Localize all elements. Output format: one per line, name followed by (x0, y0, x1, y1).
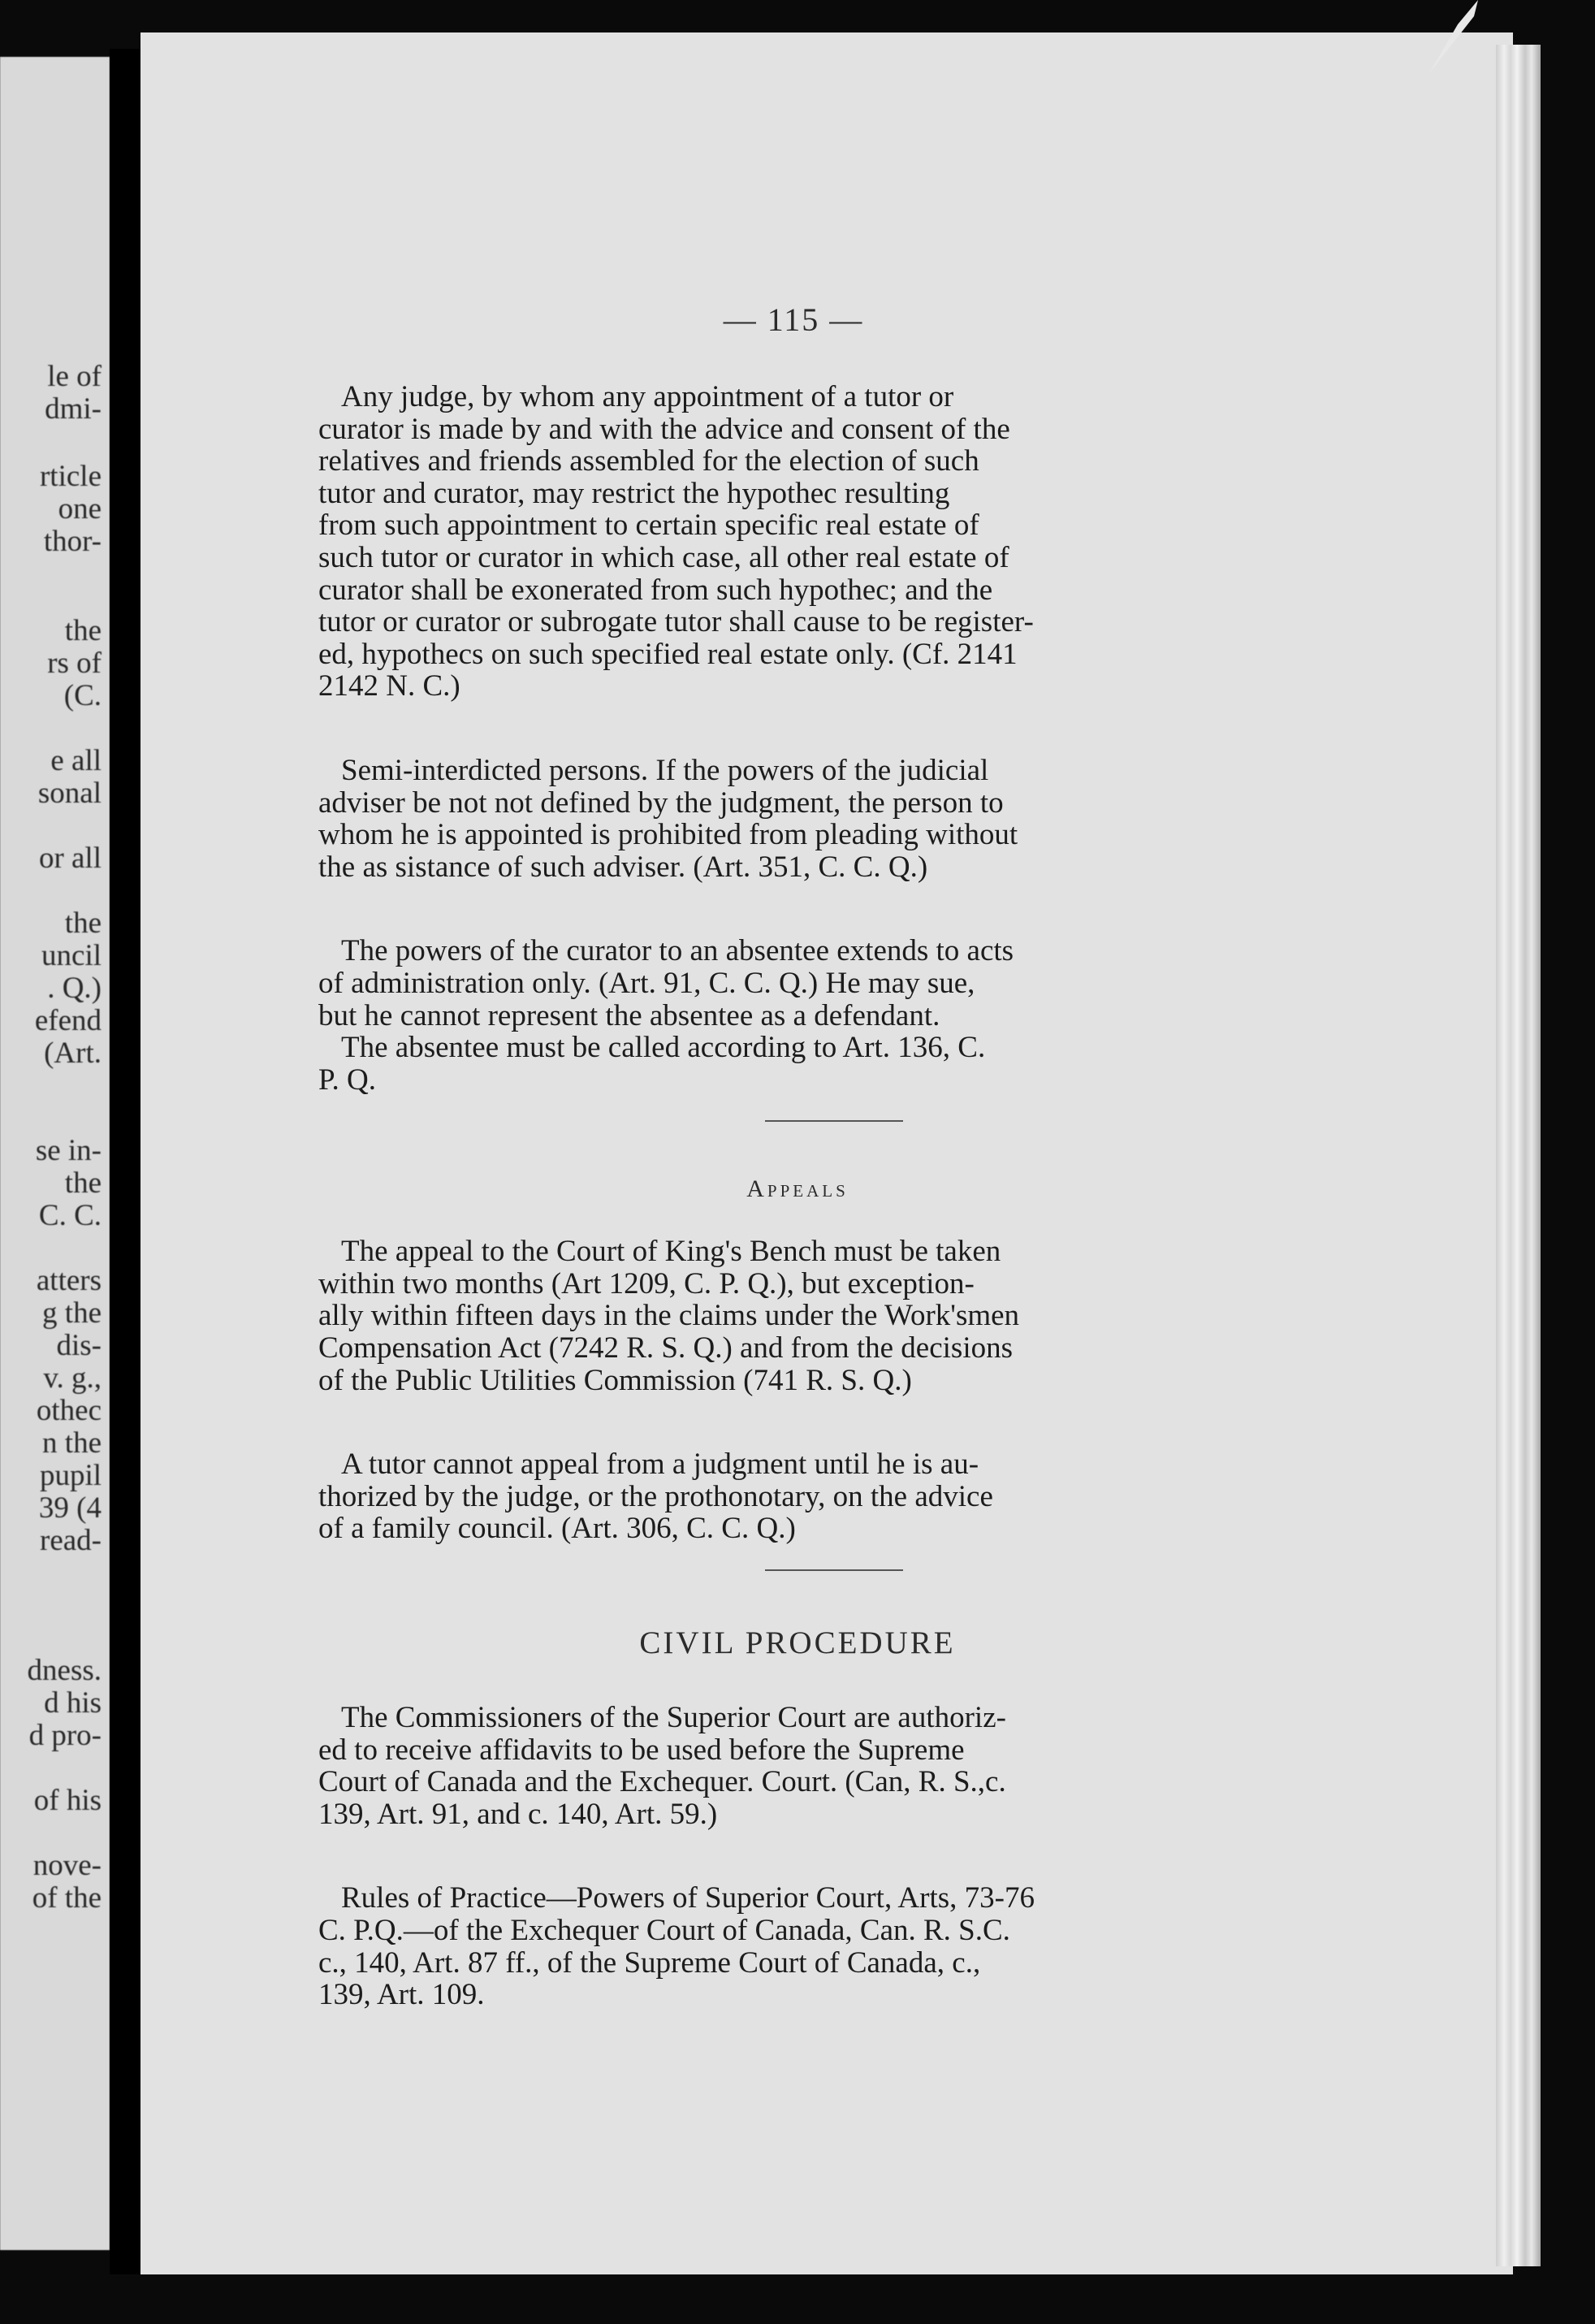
page-stack-edge (1496, 45, 1541, 2266)
paragraph (318, 1702, 1204, 1830)
civil-procedure-heading: CIVIL PROCEDURE (639, 1625, 956, 1661)
left-fragment: othec (36, 1394, 102, 1427)
text-line: of administration only. (Art. 91, C. C. Q.) He may sue, (318, 966, 975, 1000)
left-fragment: of the (32, 1881, 102, 1915)
text-line: within two months (Art 1209, C. P. Q.), but exception- (318, 1266, 975, 1300)
text-line: 139, Art. 91, and c. 140, Art. 59.) (318, 1797, 718, 1831)
text-line: Semi-interdicted persons. If the powers of the judicial (341, 753, 989, 787)
paragraph (318, 1448, 1204, 1545)
paragraph (318, 935, 1204, 1096)
left-fragment: efend (34, 1004, 102, 1037)
left-fragment: g the (42, 1296, 102, 1330)
left-fragment: the (64, 1166, 102, 1200)
left-fragment: e all (50, 744, 102, 777)
text-line: ed to receive affidavits to be used before the Supreme (318, 1733, 965, 1767)
previous-page-edge (0, 57, 110, 2250)
text-line: The absentee must be called according to Art. 136, C. (341, 1031, 986, 1065)
text-line: ed, hypothecs on such specified real estate only. (Cf. 2141 (318, 637, 1018, 671)
left-fragment: dis- (56, 1329, 102, 1362)
text-line: The powers of the curator to an absentee extends to acts (341, 934, 1014, 968)
paragraph (318, 755, 1204, 883)
left-fragment: or all (38, 842, 102, 875)
left-fragment: thor- (43, 525, 102, 558)
text-line: curator is made by and with the advice and consent of the (318, 412, 1010, 446)
text-line: the as sistance of such adviser. (Art. 351, C. C. Q.) (318, 850, 928, 884)
left-fragment: se in- (35, 1134, 102, 1167)
left-fragment: (C. (63, 679, 102, 712)
text-line: but he cannot represent the absentee as a defendant. (318, 998, 940, 1032)
text-line: adviser be not not defined by the judgment, the person to (318, 785, 1004, 820)
left-fragment: d his (44, 1686, 102, 1720)
text-line: Court of Canada and the Exchequer. Court. (Can, R. S.,c. (318, 1765, 1006, 1799)
appeals-heading: Appeals (746, 1175, 849, 1203)
text-line: Rules of Practice—Powers of Superior Court, Arts, 73-76 (341, 1881, 1035, 1915)
left-fragment: uncil (41, 939, 102, 972)
left-fragment: read- (40, 1524, 102, 1557)
paragraph (318, 381, 1204, 703)
text-line: Any judge, by whom any appointment of a tutor or (341, 380, 954, 413)
text-line: such tutor or curator in which case, all other real estate of (318, 540, 1009, 574)
torn-corner-mark (1381, 0, 1478, 73)
text-line: tutor and curator, may restrict the hypothec resulting (318, 476, 950, 510)
left-fragment: 39 (4 (38, 1491, 102, 1525)
left-fragment: v. g., (43, 1361, 102, 1395)
left-fragment: C. C. (38, 1199, 102, 1232)
text-line: The Commissioners of the Superior Court are authoriz- (341, 1701, 1006, 1735)
text-line: from such appointment to certain specific real estate of (318, 509, 979, 543)
left-fragment: the (64, 907, 102, 940)
left-fragment: dmi- (45, 392, 102, 426)
text-line: c., 140, Art. 87 ff., of the Supreme Court of Canada, c., (318, 1945, 981, 1980)
paragraph (318, 1882, 1204, 2010)
text-line: relatives and friends assembled for the election of such (318, 444, 979, 478)
left-fragment: pupil (39, 1459, 102, 1492)
left-fragment: (Art. (44, 1036, 102, 1070)
left-fragment: atters (36, 1264, 102, 1297)
text-line: tutor or curator or subrogate tutor shall cause to be register- (318, 605, 1034, 639)
book-gutter (110, 49, 140, 2274)
text-line: thorized by the judge, or the prothonotary, on the advice (318, 1479, 993, 1513)
text-line: curator shall be exonerated from such hypothec; and the (318, 573, 993, 607)
left-fragment: . Q.) (47, 972, 102, 1005)
page-content (318, 301, 1204, 2011)
left-fragment: dness. (27, 1654, 102, 1687)
text-line: ally within fifteen days in the claims under the Work'smen (318, 1299, 1020, 1333)
text-line: of a family council. (Art. 306, C. C. Q.) (318, 1512, 796, 1546)
section-divider (765, 1569, 903, 1571)
left-fragment: rs of (47, 647, 102, 680)
text-line: 139, Art. 109. (318, 1978, 485, 2012)
text-line: 2142 N. C.) (318, 669, 460, 703)
text-line: Compensation Act (7242 R. S. Q.) and from the decisions (318, 1331, 1014, 1365)
left-fragment: sonal (37, 777, 102, 810)
left-fragment: of his (33, 1784, 102, 1817)
left-fragment: rticle (39, 460, 102, 493)
left-fragment: d pro- (28, 1719, 102, 1752)
text-line: A tutor cannot appeal from a judgment until he is au- (341, 1448, 979, 1482)
left-fragment: n the (42, 1426, 102, 1460)
text-line: whom he is appointed is prohibited from pleading without (318, 818, 1018, 852)
section-divider (765, 1120, 903, 1122)
paragraph (318, 1236, 1204, 1396)
left-fragment: le of (47, 360, 102, 393)
left-fragment: nove- (32, 1849, 102, 1882)
text-line: P. Q. (318, 1062, 376, 1097)
text-line: C. P.Q.—of the Exchequer Court of Canada, Can. R. S.C. (318, 1914, 1010, 1947)
page-number: — 115 — (723, 301, 864, 338)
left-fragment: the (64, 614, 102, 647)
text-line: of the Public Utilities Commission (741 R. S. Q.) (318, 1363, 912, 1397)
left-fragment: one (58, 492, 102, 526)
text-line: The appeal to the Court of King's Bench must be taken (341, 1235, 1001, 1269)
